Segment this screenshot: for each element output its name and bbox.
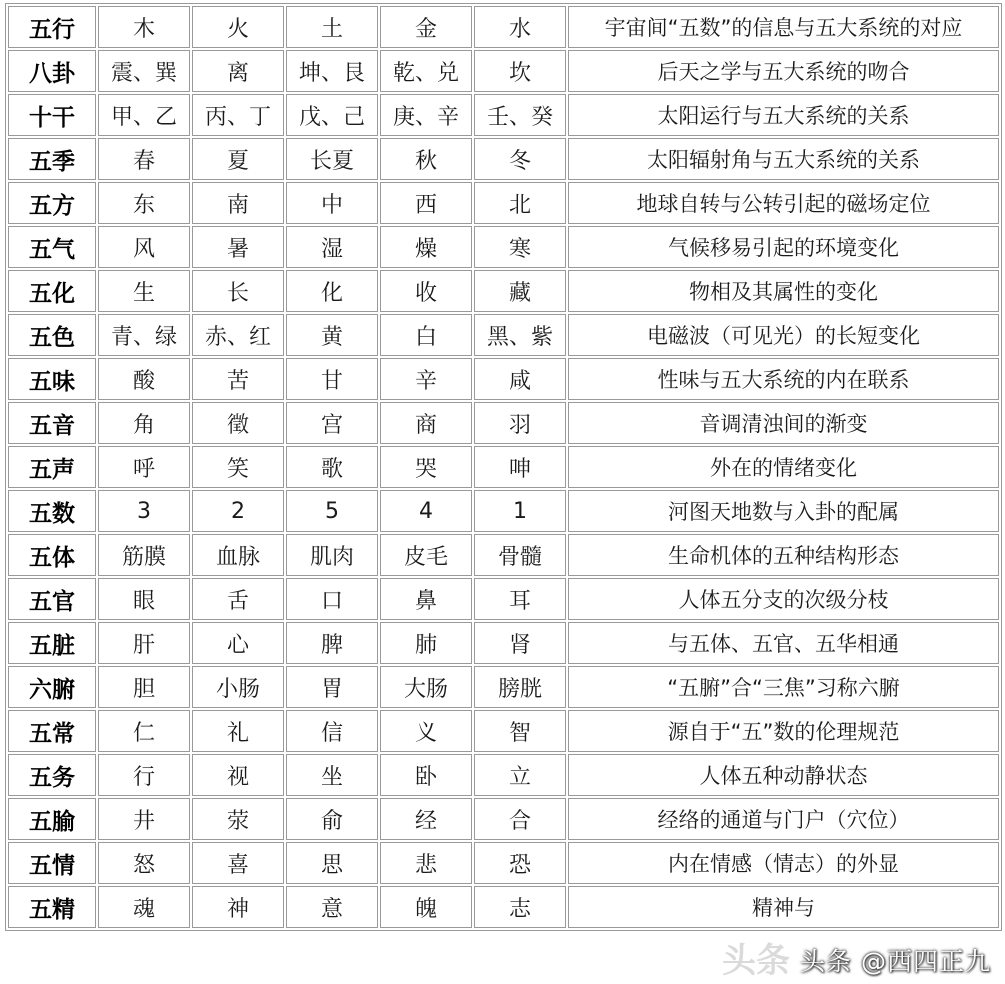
watermark: 头条 @西四正九	[800, 947, 991, 976]
row-description: 太阳辐射角与五大系统的关系	[568, 138, 999, 180]
row-header: 五化	[8, 270, 96, 312]
table-cell: 志	[474, 886, 566, 928]
table-cell: 坤、艮	[286, 50, 378, 92]
table-cell: 小肠	[192, 666, 284, 708]
table-cell: 壬、癸	[474, 94, 566, 136]
table-cell: 黑、紫	[474, 314, 566, 356]
table-cell: 口	[286, 578, 378, 620]
table-cell: 经	[380, 798, 472, 840]
table-cell: 火	[192, 6, 284, 48]
table-cell: 青、绿	[98, 314, 190, 356]
table-cell: 礼	[192, 710, 284, 752]
table-row	[8, 402, 999, 444]
table-cell: 魄	[380, 886, 472, 928]
table-cell: 甘	[286, 358, 378, 400]
row-header: 五季	[8, 138, 96, 180]
table-cell: 意	[286, 886, 378, 928]
row-header: 五务	[8, 754, 96, 796]
table-cell: 肺	[380, 622, 472, 664]
table-cell: 土	[286, 6, 378, 48]
table-cell: 化	[286, 270, 378, 312]
row-description: 电磁波（可见光）的长短变化	[568, 314, 999, 356]
table-cell: 酸	[98, 358, 190, 400]
table-row	[8, 534, 999, 576]
table-cell: 哭	[380, 446, 472, 488]
table-cell: 耳	[474, 578, 566, 620]
row-header: 五气	[8, 226, 96, 268]
table-cell: 仁	[98, 710, 190, 752]
table-cell: 庚、辛	[380, 94, 472, 136]
table-cell: 长	[192, 270, 284, 312]
table-cell: 震、巽	[98, 50, 190, 92]
table-cell: 神	[192, 886, 284, 928]
table-cell: 怒	[98, 842, 190, 884]
table-row	[8, 886, 999, 928]
table-cell: 歌	[286, 446, 378, 488]
table-cell: 坐	[286, 754, 378, 796]
table-cell: 西	[380, 182, 472, 224]
table-cell: 藏	[474, 270, 566, 312]
table-cell: 寒	[474, 226, 566, 268]
row-header: 五数	[8, 490, 96, 532]
table-cell: 木	[98, 6, 190, 48]
row-description: 精神与	[568, 886, 999, 928]
row-header: 五脏	[8, 622, 96, 664]
table-cell: 智	[474, 710, 566, 752]
table-cell: 2	[192, 490, 284, 532]
table-cell: 筋膜	[98, 534, 190, 576]
table-cell: 卧	[380, 754, 472, 796]
table-body	[8, 6, 999, 928]
table-cell: 视	[192, 754, 284, 796]
table-row	[8, 6, 999, 48]
table-cell: 荥	[192, 798, 284, 840]
table-cell: 燥	[380, 226, 472, 268]
table-cell: 信	[286, 710, 378, 752]
table-cell: 商	[380, 402, 472, 444]
table-cell: 湿	[286, 226, 378, 268]
table-cell: 3	[98, 490, 190, 532]
row-header: 五方	[8, 182, 96, 224]
table-cell: 风	[98, 226, 190, 268]
table-row	[8, 138, 999, 180]
table-cell: 悲	[380, 842, 472, 884]
table-cell: 离	[192, 50, 284, 92]
table-cell: 胆	[98, 666, 190, 708]
table-row	[8, 182, 999, 224]
table-row	[8, 754, 999, 796]
table-cell: 中	[286, 182, 378, 224]
table-cell: 眼	[98, 578, 190, 620]
table-cell: 骨髓	[474, 534, 566, 576]
table-cell: 行	[98, 754, 190, 796]
table-row	[8, 226, 999, 268]
wuxing-correspondence-table	[6, 4, 1001, 930]
watermark-faint: 头条	[722, 941, 790, 981]
table-cell: 心	[192, 622, 284, 664]
row-description: 人体五种动静状态	[568, 754, 999, 796]
table-row	[8, 314, 999, 356]
table-cell: 角	[98, 402, 190, 444]
table-row	[8, 50, 999, 92]
table-row	[8, 490, 999, 532]
table-row	[8, 358, 999, 400]
row-description: 太阳运行与五大系统的关系	[568, 94, 999, 136]
row-description: 音调清浊间的渐变	[568, 402, 999, 444]
table-cell: 秋	[380, 138, 472, 180]
table-cell: 白	[380, 314, 472, 356]
row-header: 六腑	[8, 666, 96, 708]
table-cell: 北	[474, 182, 566, 224]
table-cell: 赤、红	[192, 314, 284, 356]
table-row	[8, 270, 999, 312]
table-cell: 金	[380, 6, 472, 48]
table-cell: 黄	[286, 314, 378, 356]
table-cell: 戊、己	[286, 94, 378, 136]
row-description: 外在的情绪变化	[568, 446, 999, 488]
table-cell: 夏	[192, 138, 284, 180]
table-row	[8, 622, 999, 664]
table-cell: 肝	[98, 622, 190, 664]
row-description: 源自于“五”数的伦理规范	[568, 710, 999, 752]
table-cell: 立	[474, 754, 566, 796]
table-cell: 脾	[286, 622, 378, 664]
row-description: 宇宙间“五数”的信息与五大系统的对应	[568, 6, 999, 48]
row-description: 性味与五大系统的内在联系	[568, 358, 999, 400]
table-cell: 1	[474, 490, 566, 532]
table-cell: 咸	[474, 358, 566, 400]
table-cell: 徵	[192, 402, 284, 444]
row-header: 八卦	[8, 50, 96, 92]
table-cell: 喜	[192, 842, 284, 884]
table-cell: 井	[98, 798, 190, 840]
table-row	[8, 578, 999, 620]
table-cell: 收	[380, 270, 472, 312]
row-description: 人体五分支的次级分枝	[568, 578, 999, 620]
row-header: 五情	[8, 842, 96, 884]
table-row	[8, 666, 999, 708]
table-cell: 合	[474, 798, 566, 840]
row-header: 五色	[8, 314, 96, 356]
table-cell: 鼻	[380, 578, 472, 620]
table-cell: 水	[474, 6, 566, 48]
table-cell: 4	[380, 490, 472, 532]
table-cell: 东	[98, 182, 190, 224]
row-header: 五官	[8, 578, 96, 620]
row-description: 内在情感（情志）的外显	[568, 842, 999, 884]
table-cell: 血脉	[192, 534, 284, 576]
table-cell: 羽	[474, 402, 566, 444]
table-cell: 呼	[98, 446, 190, 488]
row-header: 五行	[8, 6, 96, 48]
row-description: 气候移易引起的环境变化	[568, 226, 999, 268]
row-description: 后天之学与五大系统的吻合	[568, 50, 999, 92]
table-cell: 冬	[474, 138, 566, 180]
table-cell: 思	[286, 842, 378, 884]
table-cell: 皮毛	[380, 534, 472, 576]
table-row	[8, 798, 999, 840]
row-description: 河图天地数与入卦的配属	[568, 490, 999, 532]
table-cell: 春	[98, 138, 190, 180]
table-cell: 呻	[474, 446, 566, 488]
table-cell: 膀胱	[474, 666, 566, 708]
row-header: 五精	[8, 886, 96, 928]
table-cell: 笑	[192, 446, 284, 488]
table-cell: 南	[192, 182, 284, 224]
table-row	[8, 446, 999, 488]
table-cell: 甲、乙	[98, 94, 190, 136]
row-header: 五味	[8, 358, 96, 400]
table-cell: 俞	[286, 798, 378, 840]
table-cell: 恐	[474, 842, 566, 884]
table-cell: 暑	[192, 226, 284, 268]
table-cell: 宫	[286, 402, 378, 444]
table-cell: 辛	[380, 358, 472, 400]
row-header: 五体	[8, 534, 96, 576]
table-cell: 肌肉	[286, 534, 378, 576]
table-cell: 大肠	[380, 666, 472, 708]
table-cell: 肾	[474, 622, 566, 664]
row-header: 五声	[8, 446, 96, 488]
table-cell: 舌	[192, 578, 284, 620]
table-cell: 苦	[192, 358, 284, 400]
row-header: 五音	[8, 402, 96, 444]
row-description: 经络的通道与门户（穴位）	[568, 798, 999, 840]
table-cell: 乾、兑	[380, 50, 472, 92]
table-cell: 胃	[286, 666, 378, 708]
row-description: 生命机体的五种结构形态	[568, 534, 999, 576]
table-cell: 义	[380, 710, 472, 752]
row-description: 地球自转与公转引起的磁场定位	[568, 182, 999, 224]
row-description: 与五体、五官、五华相通	[568, 622, 999, 664]
table-row	[8, 842, 999, 884]
table-cell: 长夏	[286, 138, 378, 180]
table-cell: 5	[286, 490, 378, 532]
table-cell: 生	[98, 270, 190, 312]
table-cell: 丙、丁	[192, 94, 284, 136]
table-cell: 坎	[474, 50, 566, 92]
row-header: 五腧	[8, 798, 96, 840]
row-header: 五常	[8, 710, 96, 752]
table-row	[8, 710, 999, 752]
row-description: 物相及其属性的变化	[568, 270, 999, 312]
row-header: 十干	[8, 94, 96, 136]
table-cell: 魂	[98, 886, 190, 928]
table-row	[8, 94, 999, 136]
row-description: “五腑”合“三焦”习称六腑	[568, 666, 999, 708]
